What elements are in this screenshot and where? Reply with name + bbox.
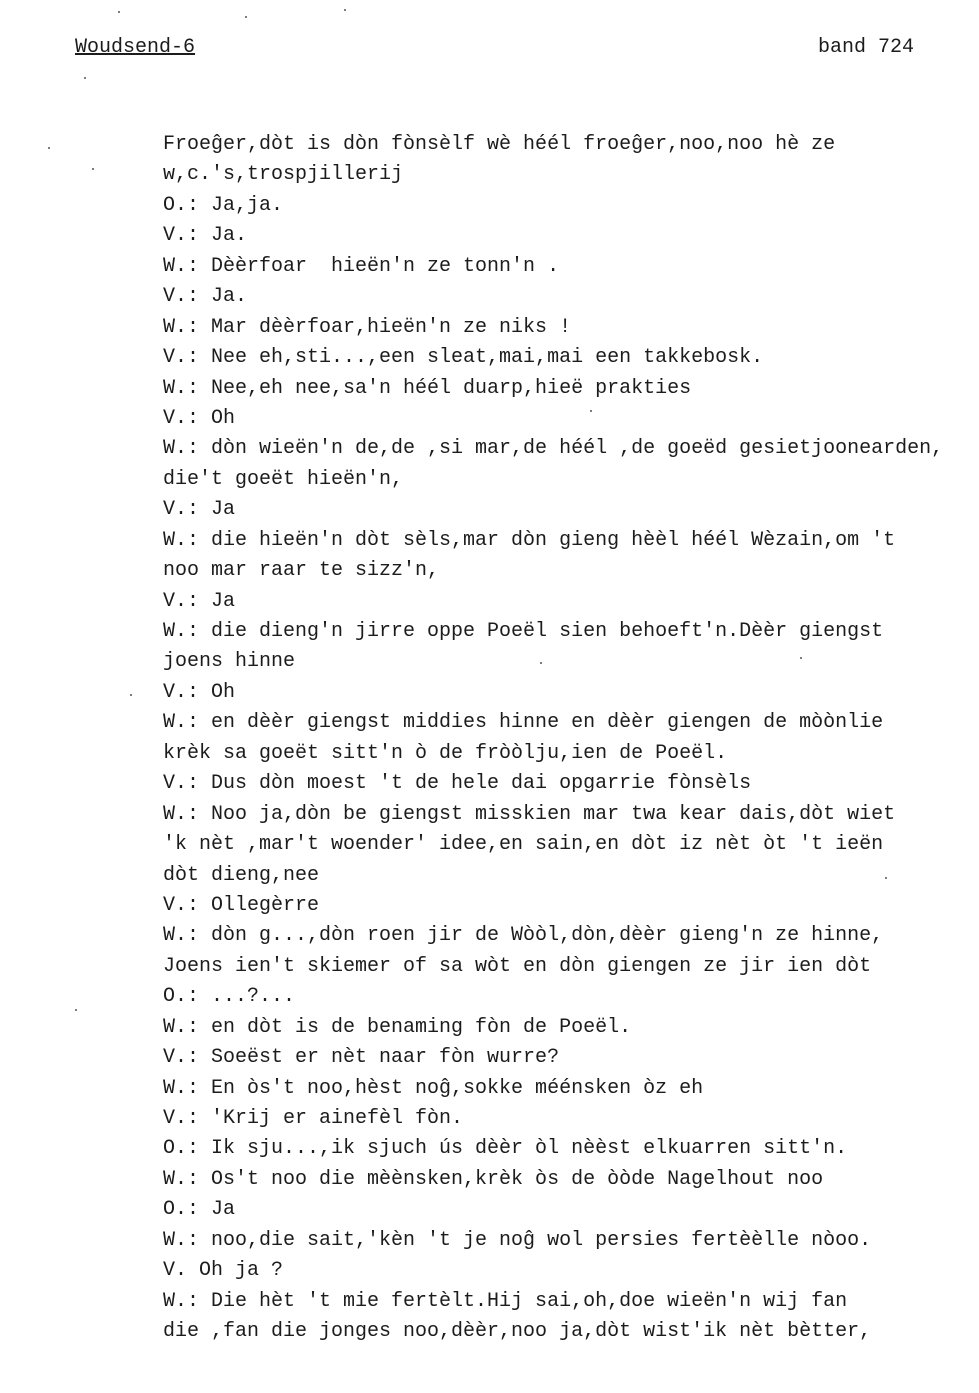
document-title: Woudsend-6 xyxy=(75,36,196,59)
transcript-line: noo mar raar te sizz'n, xyxy=(163,559,440,583)
transcript-line: W.: Dèèrfoar hieën'n ze tonn'n . xyxy=(163,254,560,278)
transcript-line: V.: Ollegèrre xyxy=(163,893,320,917)
transcript-line: W.: Mar dèèrfoar,hieën'n ze niks ! xyxy=(163,315,572,339)
transcript-line: Joens ien't skiemer of sa wòt en dòn giengen ze jir ien dòt xyxy=(163,954,872,978)
scan-speck xyxy=(75,1009,77,1011)
transcript-line: W.: Noo ja,dòn be giengst misskien mar twa kear dais,dòt wiet xyxy=(163,802,896,826)
scan-speck xyxy=(245,16,247,18)
transcript-line: V. Oh ja ? xyxy=(163,1259,284,1283)
transcript-line: die't goeët hieën'n, xyxy=(163,467,404,491)
transcript-line: O.: Ja xyxy=(163,1198,236,1222)
transcript-line: V.: Ja xyxy=(163,498,236,522)
transcript-line: V.: Oh xyxy=(163,406,236,430)
scan-speck xyxy=(800,657,802,659)
transcript-line: W.: dòn g...,dòn roen jir de Wòòl,dòn,dèèr gieng'n ze hinne, xyxy=(163,924,884,948)
transcript-line: W.: En òs't noo,hèst noĝ,sokke méénsken òz eh xyxy=(163,1076,704,1100)
transcript-line: W.: die dieng'n jirre oppe Poeël sien behoeft'n.Dèèr giengst xyxy=(163,620,884,643)
transcript-line: V.: Soeëst er nèt naar fòn wurre? xyxy=(163,1046,560,1070)
transcript-line: O.: Ja,ja. xyxy=(163,193,284,217)
transcript-line: W.: dòn wieën'n de,de ,si mar,de héél ,de goeëd gesietjoonearden, xyxy=(163,437,944,461)
transcript-line: W.: Nee,eh nee,sa'n héél duarp,hieë prakties xyxy=(163,376,692,400)
scan-speck xyxy=(84,77,86,79)
transcript-line: W.: Os't noo die mèènsken,krèk òs de òòde Nagelhout noo xyxy=(163,1167,824,1191)
transcript-line: Froeĝer,dòt is dòn fònsèlf wè héél froeĝer,noo,noo hè ze xyxy=(163,133,836,156)
transcript-line: V.: Oh xyxy=(163,680,236,704)
scan-speck xyxy=(540,662,542,664)
transcript-body xyxy=(163,130,963,1348)
scan-speck xyxy=(344,9,346,11)
scan-speck xyxy=(118,11,120,13)
scan-speck xyxy=(885,877,887,879)
transcript-line: V.: Nee eh,sti...,een sleat,mai,mai een takkebosk. xyxy=(163,346,764,370)
transcript-line: krèk sa goeët sitt'n ò de fròòlju,ien de Poeël. xyxy=(163,741,728,765)
transcript-line: W.: Die hèt 't mie fertèlt.Hij sai,oh,doe wieën'n wij fan xyxy=(163,1289,848,1313)
scan-speck xyxy=(48,147,50,149)
transcript-line: die ,fan die jonges noo,dèèr,noo ja,dòt wist'ik nèt bètter, xyxy=(163,1320,872,1344)
transcript-line: V.: Ja. xyxy=(163,224,248,248)
transcript-line: W.: en dòt is de benaming fòn de Poeël. xyxy=(163,1015,632,1039)
transcript-line: W.: en dèèr giengst middies hinne en dèèr giengen de mòònlie xyxy=(163,711,884,735)
transcript-line: O.: Ik sju...,ik sjuch ús dèèr òl nèèst elkuarren sitt'n. xyxy=(163,1137,848,1161)
scan-speck xyxy=(590,410,592,412)
transcript-line: 'k nèt ,mar't woender' idee,en sain,en dòt iz nèt òt 't ieën xyxy=(163,833,884,857)
tape-number: band 724 xyxy=(818,36,915,59)
transcript-line: W.: noo,die sait,'kèn 't je noĝ wol persies fertèèlle nòoo. xyxy=(163,1228,872,1252)
transcript-line: w,c.'s,trospjillerij xyxy=(163,163,404,187)
transcript-line: V.: Ja. xyxy=(163,285,248,309)
transcript-line: joens hinne xyxy=(163,650,296,674)
scan-speck xyxy=(130,694,132,696)
scan-speck xyxy=(92,168,94,170)
transcript-line: dòt dieng,nee xyxy=(163,863,320,887)
transcript-line: V.: Ja xyxy=(163,589,236,613)
transcript-line: W.: die hieën'n dòt sèls,mar dòn gieng hèèl héél Wèzain,om 't xyxy=(163,528,896,552)
transcript-line: O.: ...?... xyxy=(163,985,296,1009)
transcript-line: V.: Dus dòn moest 't de hele dai opgarrie fònsèls xyxy=(163,772,752,796)
transcript-line: V.: 'Krij er ainefèl fòn. xyxy=(163,1107,464,1130)
